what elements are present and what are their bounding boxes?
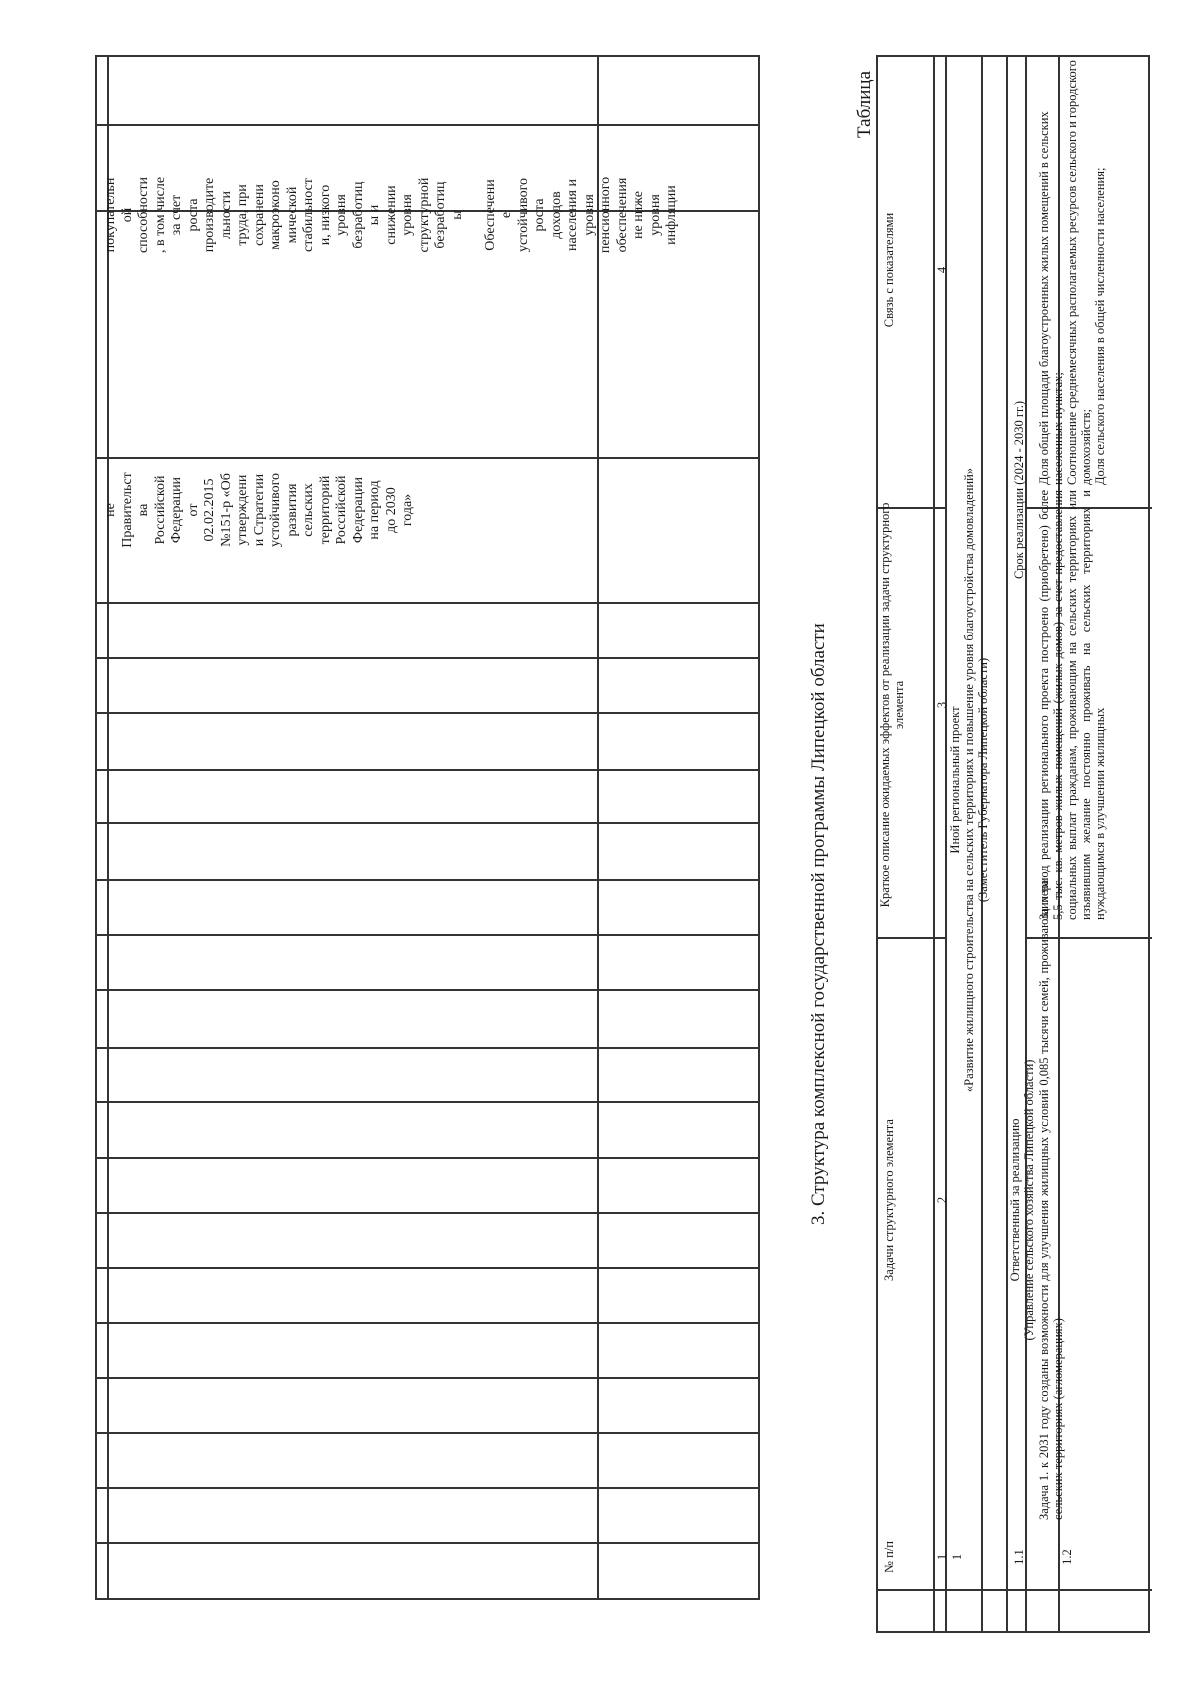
income-growth-text: покупательн ой способности , в том числе за счет роста производите льности труда, при сохранени макроэконо мической стабильност и, низкого уровня безработиц ы и снижении уровня структурной безработиц ы Обеспечени е устойчивого роста доходов населения и уровня пенсионного обеспечения не ниже уровня инфляции (103, 176, 679, 254)
row-1-num: 1 (950, 1553, 964, 1561)
col-number-3: 3 (935, 701, 949, 709)
table-line (97, 822, 758, 824)
strategy-reference-text-page: не Правительст ва Российской Федерации от 02.02.2015 №151-р «Об утверждени и Стратегии устойчивого развития сельских территорий Российской Федерации на период до 2030 года» (103, 472, 415, 548)
table-line (97, 989, 758, 991)
table-line (97, 879, 758, 881)
table-line (97, 769, 758, 771)
link-1: Доля общей площади благоустроенных жилых помещений в сельских населенных пунктах; Соотношение среднемесячных располагаемых ресурсов сельского и городского домохозяйств; Доля сельского населения в общей численности населения; (1037, 60, 1107, 485)
table-line (97, 602, 758, 604)
responsible: Ответственный за реализацию (Управление сельского хозяйства Липецкой области) (1008, 1059, 1036, 1341)
table-line (97, 1487, 758, 1489)
table-line (97, 1267, 758, 1269)
table-line (97, 1212, 758, 1214)
table-line (97, 657, 758, 659)
table-line (97, 1101, 758, 1103)
header-num: № п/п (882, 1541, 896, 1573)
table-line (97, 1322, 758, 1324)
header-link: Связь с показателями (882, 212, 896, 328)
row-12-num: 1.2 (1060, 1549, 1074, 1565)
header-tasks: Задачи структурного элемента (882, 1119, 896, 1281)
table-label: Таблица (854, 70, 875, 138)
project-title: Иной региональный проект «Развитие жилищного строительства на сельских территориях и повышение уровня благоустройства домовладений» (Заместитель Губернатора Липецкой области) (948, 467, 990, 1093)
table-line (97, 1432, 758, 1434)
table-line (97, 712, 758, 714)
row-11-num: 1.1 (1012, 1549, 1026, 1565)
table-line (878, 1589, 1152, 1591)
table-line (97, 1542, 758, 1544)
table-line (97, 1047, 758, 1049)
table-line (97, 934, 758, 936)
table-line (97, 1377, 758, 1379)
table-line (97, 1157, 758, 1159)
col-number-4: 4 (935, 266, 949, 274)
effect-1: За период реализации регионального проекта построено (приобретено) более 5,5 тыс. кв. метров жилых помещений (жилых домов) за счет предоставления социальных выплат гражданам, проживающим на сельских территориях или изъявившим желание постоянно проживать на сельских территориях и нуждающимся в улучшении жилищных (1037, 490, 1107, 920)
col-number-1: 1 (935, 1553, 949, 1561)
task-1: Задача 1. к 2031 году созданы возможности для улучшения жилищных условий 0,085 тысячи семей, проживающих на сельских территориях (агломерациях) (1037, 880, 1065, 1520)
term: Срок реализации (2024 - 2030 гг.) (1012, 400, 1026, 580)
page-title: 3. Структура комплексной государственной программы Липецкой области (808, 623, 829, 1225)
header-effects: Краткое описание ожидаемых эффектов от реализации задачи структурного элемента (878, 502, 906, 908)
col-number-2: 2 (935, 1196, 949, 1204)
